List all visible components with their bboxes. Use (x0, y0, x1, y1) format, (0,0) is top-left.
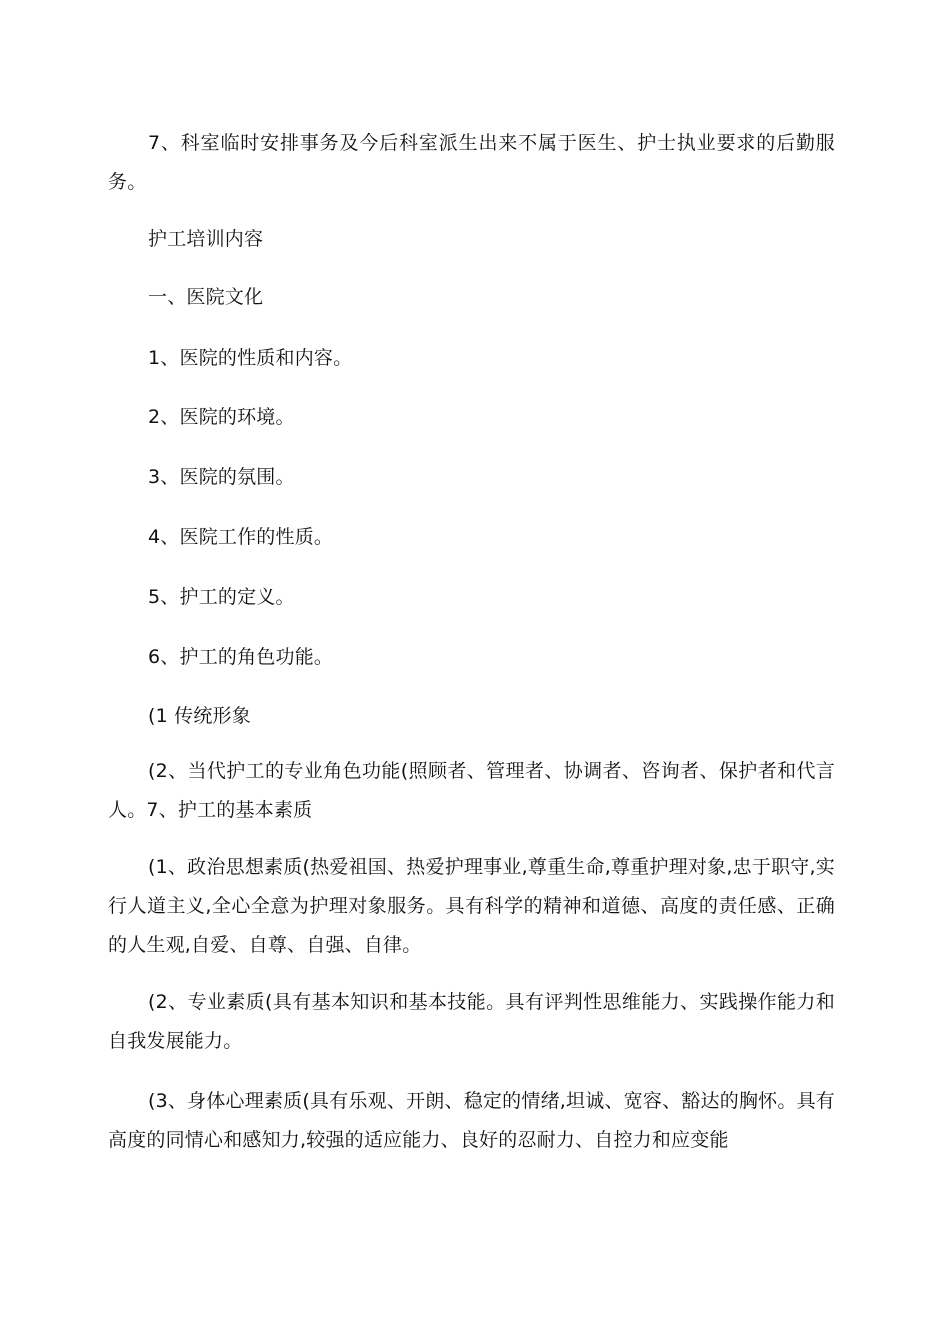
quality-item-2: (2、专业素质(具有基本知识和基本技能。具有评判性思维能力、实践操作能力和自我发展能力。 (108, 991, 835, 1052)
quality-item-1: (1、政治思想素质(热爱祖国、热爱护理事业,尊重生命,尊重护理对象,忠于职守,实行人道主义,全心全意为护理对象服务。具有科学的精神和道德、高度的责任感、正确的人生观,自爱、自尊、自强、自律。 (108, 856, 835, 956)
list-item-6: 6、护工的角色功能。 (148, 646, 334, 668)
list-item-4: 4、医院工作的性质。 (148, 526, 334, 548)
list-item-3: 3、医院的氛围。 (148, 466, 295, 488)
list-item-1: 1、医院的性质和内容。 (148, 347, 353, 369)
quality-item-3: (3、身体心理素质(具有乐观、开朗、稳定的情绪,坦诚、宽容、豁达的胸怀。具有高度的同情心和感知力,较强的适应能力、良好的忍耐力、自控力和应变能 (108, 1090, 835, 1151)
sub-item-2: (2、当代护工的专业角色功能(照顾者、管理者、协调者、咨询者、保护者和代言人。7、护工的基本素质 (108, 760, 835, 821)
section-title-training-content: 护工培训内容 (148, 228, 264, 250)
list-item-2: 2、医院的环境。 (148, 406, 295, 428)
heading-hospital-culture: 一、医院文化 (148, 286, 264, 308)
sub-item-1: (1 传统形象 (148, 705, 251, 727)
paragraph-service-item-7: 7、科室临时安排事务及今后科室派生出来不属于医生、护士执业要求的后勤服务。 (108, 132, 835, 193)
list-item-5: 5、护工的定义。 (148, 586, 295, 608)
